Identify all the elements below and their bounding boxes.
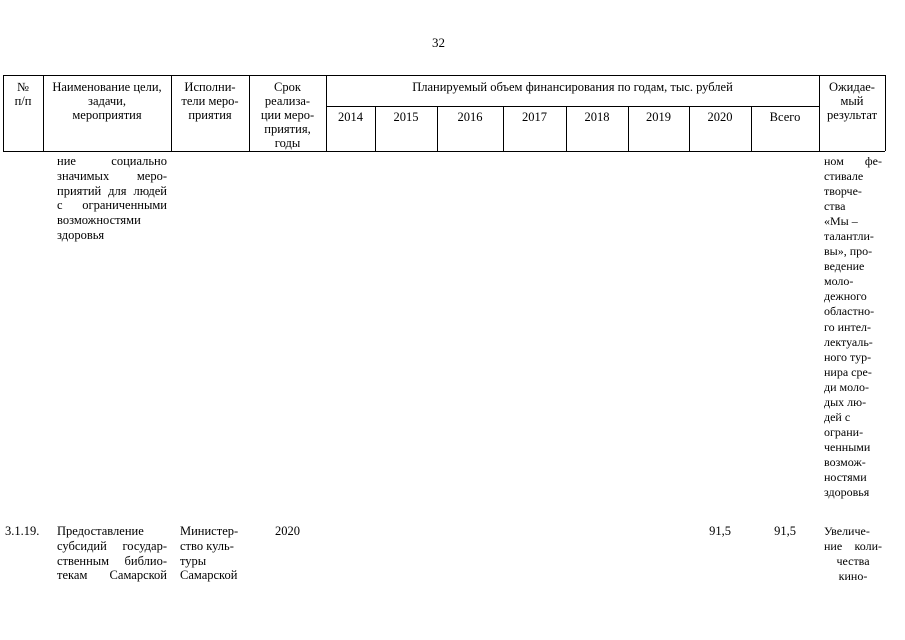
- text-line: возможностями: [57, 213, 141, 228]
- text-line: «Мы –: [824, 214, 858, 229]
- header-num: № п/п: [14, 80, 32, 108]
- header-funding: Планируемый объем финансирования по годам, тыс. рублей: [412, 80, 733, 94]
- text-line: го интел-: [824, 319, 872, 334]
- header-executor: Исполни- тели меро- приятия: [181, 80, 239, 122]
- text-line: моло-: [824, 274, 854, 289]
- row-3-1-19-value-2020: 91,5: [709, 524, 731, 538]
- text-line: стивале: [824, 169, 864, 184]
- continuation-result: [824, 154, 882, 500]
- header-result: Ожидае- мый результат: [826, 80, 878, 122]
- text-line: приятий для людей: [57, 183, 167, 198]
- header-year-2018: 2018: [584, 110, 610, 124]
- years-row-divider: [326, 106, 819, 107]
- text-line: кино-: [838, 569, 868, 583]
- text-line: значимых меро-: [57, 168, 167, 183]
- text-line: здоровья: [57, 227, 105, 242]
- text-line: ограни-: [824, 424, 864, 439]
- text-line: вы», про-: [824, 244, 873, 259]
- header-year-2015: 2015: [393, 110, 419, 124]
- row-3-1-19-name: [57, 524, 167, 583]
- row-3-1-19-executor: [180, 524, 246, 583]
- header-year-2020: 2020: [707, 110, 733, 124]
- text-line: Самарской: [180, 568, 238, 583]
- text-line: ностями: [824, 469, 867, 484]
- text-line: областно-: [824, 304, 875, 319]
- col-border-right: [885, 75, 886, 151]
- text-line: дых лю-: [824, 394, 867, 409]
- text-line: ние социально: [57, 154, 167, 168]
- text-line: здоровья: [824, 485, 870, 500]
- header-year-2014: 2014: [338, 110, 363, 124]
- text-line: ственным библио-: [57, 553, 167, 568]
- text-line: туры: [180, 553, 207, 568]
- text-line: с ограниченными: [57, 198, 167, 213]
- text-line: творче-: [824, 184, 862, 199]
- row-3-1-19-result: [824, 524, 882, 584]
- text-line: Предоставление: [57, 524, 144, 538]
- row-3-1-19-num: 3.1.19.: [5, 524, 40, 538]
- text-line: ного тур-: [824, 349, 872, 364]
- text-line: возмож-: [824, 454, 866, 469]
- text-line: ди моло-: [824, 379, 869, 394]
- header-year-2017: 2017: [522, 110, 547, 124]
- text-line: субсидий государ-: [57, 538, 167, 553]
- table-top-border: [3, 75, 885, 76]
- header-bottom-border: [3, 151, 885, 152]
- header-term: Срок реализа- ции меро- приятия, годы: [260, 80, 315, 150]
- header-total: Всего: [769, 110, 801, 124]
- text-line: нира сре-: [824, 364, 872, 379]
- text-line: дей с: [824, 409, 851, 424]
- header-year-2016: 2016: [457, 110, 483, 124]
- text-line: Увеличе-: [824, 524, 870, 538]
- continuation-name: [57, 154, 167, 243]
- row-3-1-19-term: 2020: [275, 524, 300, 538]
- page-number: 32: [432, 35, 445, 50]
- header-name: Наименование цели, задачи, мероприятия: [52, 80, 162, 122]
- text-line: ченными: [824, 439, 871, 454]
- text-line: ном фе-: [824, 154, 882, 168]
- text-line: дежного: [824, 289, 867, 304]
- text-line: Министер-: [180, 524, 239, 538]
- text-line: талантли-: [824, 229, 874, 244]
- text-line: ства: [824, 199, 846, 214]
- text-line: ние коли-: [824, 539, 882, 553]
- text-line: чества: [836, 554, 870, 568]
- text-line: лектуаль-: [824, 334, 873, 349]
- header-year-2019: 2019: [646, 110, 671, 124]
- row-3-1-19-value-total: 91,5: [774, 524, 796, 538]
- text-line: текам Самарской: [57, 568, 167, 583]
- text-line: ведение: [824, 259, 865, 274]
- text-line: ство куль-: [180, 538, 234, 553]
